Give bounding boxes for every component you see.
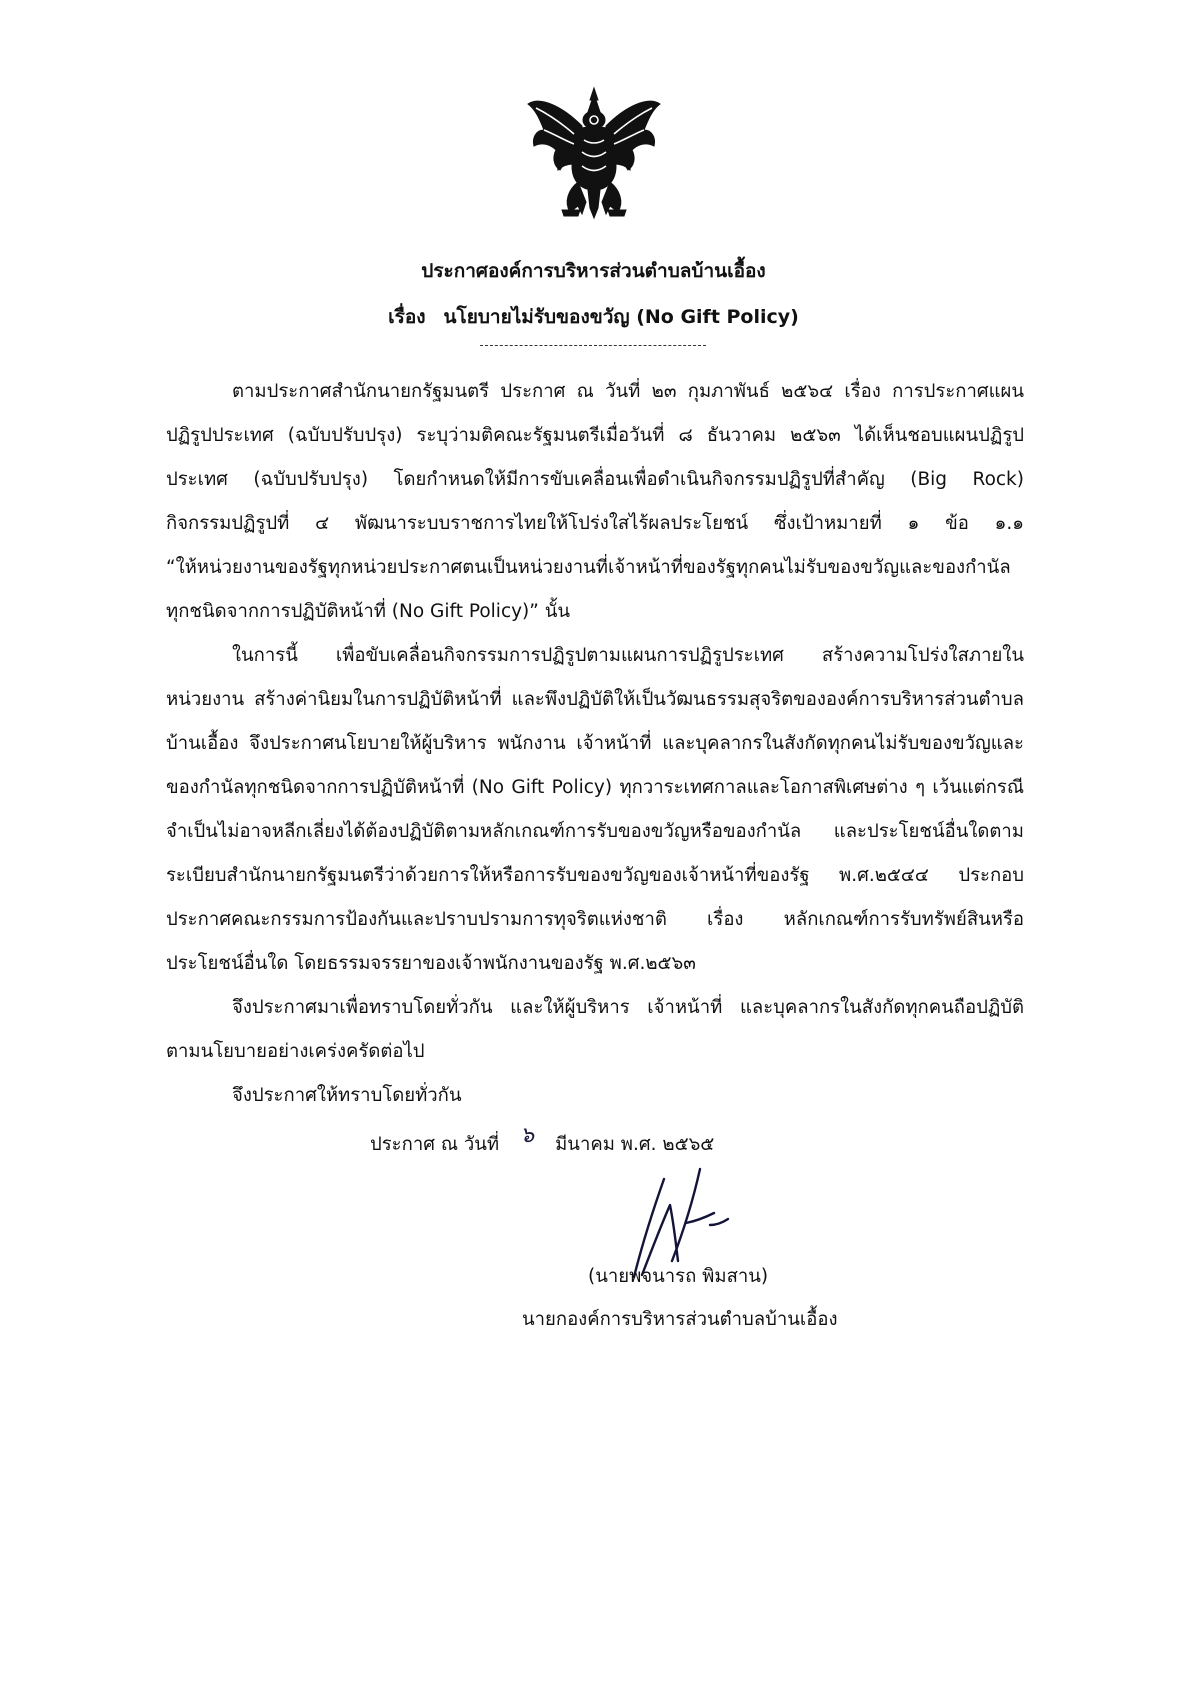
paragraph-2-line: ประกาศคณะกรรมการป้องกันและปราบปรามการทุจริตแห่งชาติ เรื่อง หลักเกณฑ์การรับทรัพย์สินหรือ	[166, 909, 1024, 930]
subject-label: เรื่อง	[388, 306, 426, 328]
signer-name: (นายพจนารถ พิมสาน)	[588, 1266, 769, 1287]
paragraph-2-line: ในการนี้ เพื่อขับเคลื่อนกิจกรรมการปฏิรูปตามแผนการปฏิรูประเทศ สร้างความโปร่งใสภายใน	[232, 645, 1024, 666]
title-divider	[480, 345, 706, 346]
date-month-year: มีนาคม พ.ศ. ๒๕๖๕	[555, 1134, 715, 1155]
paragraph-1-line: กิจกรรมปฏิรูปที่ ๔ พัฒนาระบบราชการไทยให้โปร่งใสไร้ผลประโยชน์ ซึ่งเป้าหมายที่ ๑ ข้อ ๑.๑	[166, 513, 1024, 534]
paragraph-1-line: ตามประกาศสำนักนายกรัฐมนตรี ประกาศ ณ วันที่ ๒๓ กุมภาพันธ์ ๒๕๖๔ เรื่อง การประกาศแผน	[232, 381, 1024, 402]
paragraph-2-line: จำเป็นไม่อาจหลีกเลี่ยงได้ต้องปฏิบัติตามหลักเกณฑ์การรับของขวัญหรือของกำนัล และประโยชน์อื่นใดตาม	[166, 821, 1024, 842]
document-subject	[0, 302, 1187, 332]
paragraph-1-line: ทุกชนิดจากการปฏิบัติหน้าที่ (No Gift Policy)” นั้น	[166, 601, 571, 622]
document-title: ประกาศองค์การบริหารส่วนตำบลบ้านเอื้อง	[421, 260, 766, 282]
paragraph-1-line: ปฏิรูปประเทศ (ฉบับปรับปรุง) ระบุว่ามติคณะรัฐมนตรีเมื่อวันที่ ๘ ธันวาคม ๒๕๖๓ ได้เห็นชอบแผนปฏิรูป	[166, 425, 1024, 446]
paragraph-3-line: ตามนโยบายอย่างเคร่งครัดต่อไป	[166, 1041, 425, 1062]
closing-statement: จึงประกาศให้ทราบโดยทั่วกัน	[232, 1085, 462, 1106]
signer-position: นายกองค์การบริหารส่วนตำบลบ้านเอื้อง	[522, 1309, 838, 1330]
date-prefix: ประกาศ ณ วันที่	[370, 1134, 500, 1155]
paragraph-2-line: ของกำนัลทุกชนิดจากการปฏิบัติหน้าที่ (No Gift Policy) ทุกวาระเทศกาลและโอกาสพิเศษต่าง ๆ เว้นแต่กรณี	[166, 777, 1024, 798]
paragraph-2-line: บ้านเอื้อง จึงประกาศนโยบายให้ผู้บริหาร พนักงาน เจ้าหน้าที่ และบุคลากรในสังกัดทุกคนไม่รับของขวัญและ	[166, 733, 1024, 754]
paragraph-2-line: ประโยชน์อื่นใด โดยธรรมจรรยาของเจ้าพนักงานของรัฐ พ.ศ.๒๕๖๓	[166, 953, 696, 974]
paragraph-1-line: ประเทศ (ฉบับปรับปรุง) โดยกำหนดให้มีการขับเคลื่อนเพื่อดำเนินกิจกรรมปฏิรูปที่สำคัญ (Big Rock)	[166, 469, 1024, 490]
paragraph-1-line: “ให้หน่วยงานของรัฐทุกหน่วยประกาศตนเป็นหน่วยงานที่เจ้าหน้าที่ของรัฐทุกคนไม่รับของขวัญและของกำนัล	[166, 557, 1011, 578]
subject-text: นโยบายไม่รับของขวัญ (No Gift Policy)	[443, 306, 799, 328]
paragraph-3-line: จึงประกาศมาเพื่อทราบโดยทั่วกัน และให้ผู้บริหาร เจ้าหน้าที่ และบุคลากรในสังกัดทุกคนถือปฏิบัติ	[232, 997, 1024, 1018]
garuda-emblem-icon	[522, 86, 666, 222]
paragraph-2-line: หน่วยงาน สร้างค่านิยมในการปฏิบัติหน้าที่ และพึงปฏิบัติให้เป็นวัฒนธรรมสุจริตขององค์การบริหารส่วนตำบล	[166, 689, 1024, 710]
announcement-date	[370, 1123, 715, 1160]
date-day: ๖	[520, 1123, 535, 1148]
paragraph-2-line: ระเบียบสำนักนายกรัฐมนตรีว่าด้วยการให้หรือการรับของขวัญของเจ้าหน้าที่ของรัฐ พ.ศ.๒๕๔๔ ประกอบ	[166, 865, 1024, 886]
